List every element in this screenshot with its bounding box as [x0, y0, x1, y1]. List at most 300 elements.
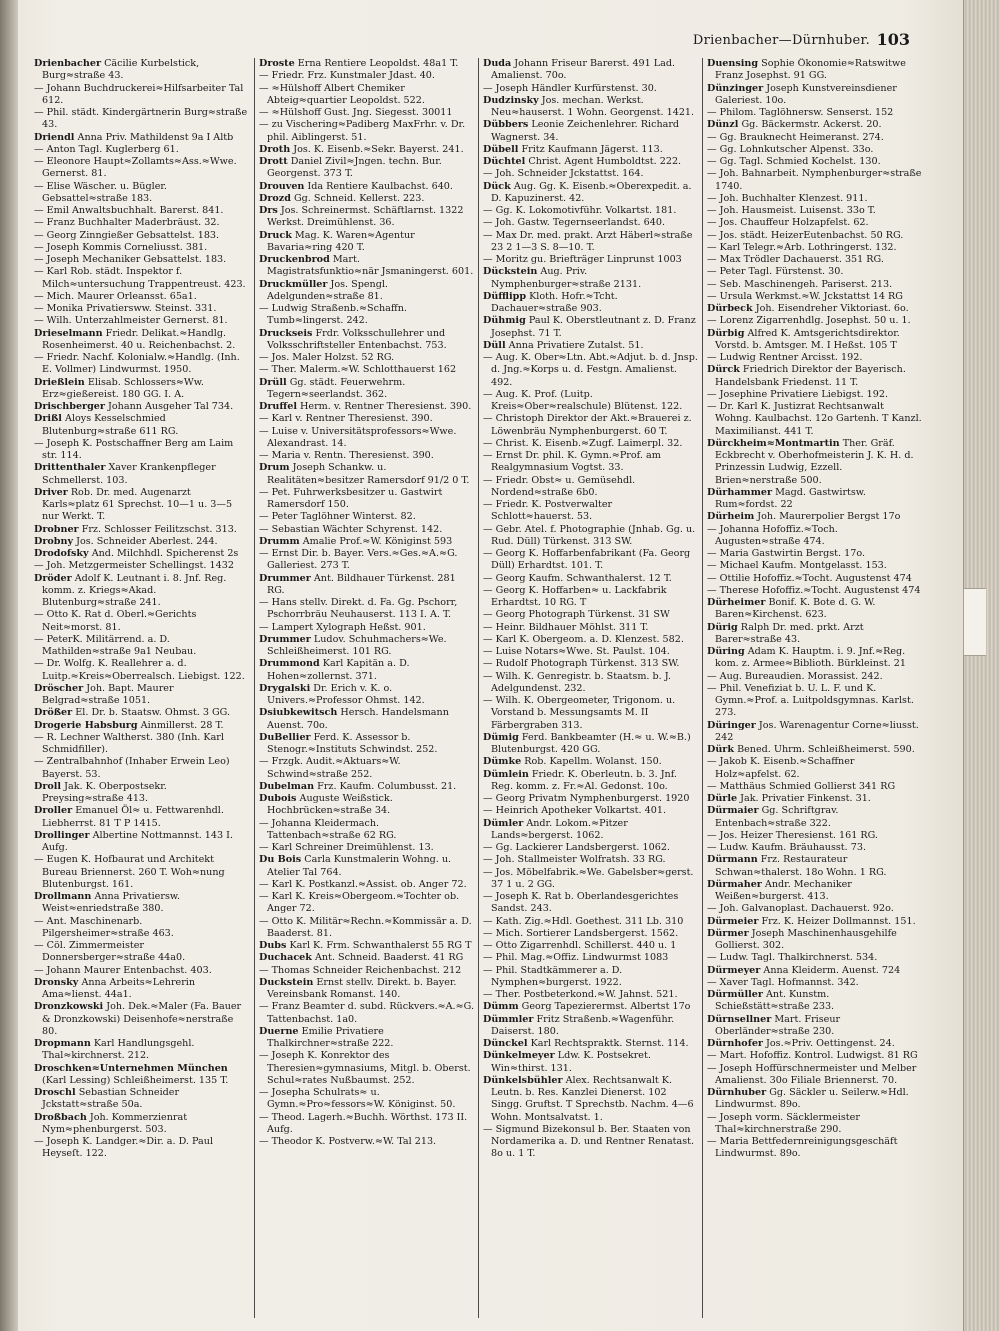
directory-entry — [707, 928, 922, 953]
entry-details: Sebastian Schneider Jckstatt≈straße 50a. — [42, 1087, 180, 1111]
entry-details: Joseph K. Landger.≈Dir. a. D. Paul Heyseſt. 122. — [42, 1136, 214, 1160]
entry-details: Elise Wäscher. u. Bügler. Gebsattel≈straße 183. — [42, 180, 167, 204]
directory-entry — [707, 585, 922, 597]
entry-details: Theodor K. Postverw.≈W. Tal 213. — [271, 1136, 437, 1147]
directory-entry — [34, 242, 250, 254]
directory-entry — [707, 303, 922, 315]
entry-details: Johann Ausgeher Tal 734. — [108, 401, 234, 412]
entry-details: Gg. Lohnkutscher Alpenst. 33o. — [719, 143, 874, 155]
directory-entry — [34, 560, 250, 572]
directory-entry — [34, 315, 250, 327]
entry-surname: Dünkelsbühler — [483, 1074, 563, 1086]
directory-entry — [483, 695, 698, 732]
directory-entry — [707, 119, 922, 131]
directory-entry — [707, 1112, 922, 1137]
entry-details: Phil. städt. Kindergärtnerin Burg≈straße 43. — [42, 107, 248, 131]
entry-details: Joh. Stallmeister Wolfratsh. 33 RG. — [495, 854, 666, 866]
directory-entry — [259, 181, 474, 193]
directory-entry — [34, 781, 250, 806]
entry-details: Joh. Bahnarbeit. Nymphenburger≈straße 1740. — [715, 168, 922, 192]
entry-details: Karl Handlungsgehl. Thal≈kirchnerst. 212. — [42, 1038, 195, 1062]
entry-details: Anna Privatiere Zutalst. 51. — [508, 339, 644, 351]
entry-details: Georg Kaufm. Schwanthalerst. 12 T. — [495, 572, 672, 584]
directory-entry — [707, 622, 922, 647]
entry-surname: Drollinger — [34, 829, 90, 841]
entry-details: Jos. mechan. Werkst. Neu≈hauserst. 1 Wohn. Georgenst. 1421. — [491, 94, 695, 118]
entry-details: Carla Kunstmalerin Wohng. u. Atelier Tal 764. — [267, 854, 452, 878]
entry-surname: Dück — [483, 180, 511, 192]
directory-entry — [483, 1050, 698, 1075]
entry-details: Gg. Bäckermstr. Ackerst. 20. — [741, 119, 882, 131]
entry-details: Heinr. Bildhauer Möhlst. 311 T. — [495, 621, 649, 633]
directory-entry — [34, 328, 250, 353]
directory-entry — [259, 548, 474, 573]
entry-details: Cöl. Zimmermeister Donnersberger≈straße 44a0. — [42, 940, 186, 964]
entry-surname: Druckseis — [259, 327, 313, 339]
entry-details: Jos. Möbelfabrik.≈We. Gabelsber≈gerst. 37 1 u. 2 GG. — [491, 866, 694, 890]
entry-details: (Karl Lessing) Schleißheimerst. 135 T. — [42, 1074, 229, 1086]
directory-entry — [34, 805, 250, 830]
directory-entry — [707, 217, 922, 229]
entry-details: Eugen K. Hofbaurat und Architekt Bureau Briennerst. 260 T. Woh≈nung Blutenburgst. 161. — [42, 854, 225, 890]
entry-details: Wilh. K. Obergeometer, Trigonom. u. Vorstand b. Messungsamts M. II Färbergraben 313. — [491, 695, 676, 731]
entry-details: Gg. Brauknecht Heimeranst. 274. — [719, 131, 884, 143]
entry-details: Herm. v. Rentner Theresienst. 390. — [300, 401, 472, 412]
directory-entry — [483, 609, 698, 621]
entry-details: Ottilie Hofoffiz.≈Tocht. Augustenst 474 — [719, 572, 912, 584]
entry-surname: Drygalski — [259, 682, 311, 694]
entry-details: Wilh. K. Genregistr. b. Staatsm. b. J. Adelgundenst. 232. — [491, 670, 671, 694]
entry-details: Jak. Privatier Finkenst. 31. — [740, 793, 871, 804]
entry-details: Seb. Maschinengeh. Pariserst. 213. — [719, 278, 893, 290]
directory-entry — [483, 928, 698, 940]
entry-details: Sigmund Bizekonsul b. Ber. Staaten von Nordamerika a. D. und Rentner Renatast. 8o u. 1 T. — [491, 1123, 695, 1160]
directory-entry — [259, 462, 474, 487]
column-4 — [702, 58, 926, 1318]
entry-details: Aug. K. Prof. (Luitp. Kreis≈Ober≈realschule) Blütenst. 122. — [491, 388, 683, 412]
directory-entry — [34, 156, 250, 181]
entry-surname: Droschl — [34, 1087, 76, 1098]
entry-details: Karl Rechtspraktk. Sternst. 114. — [530, 1038, 689, 1049]
entry-details: Ludwig Straßenb.≈Schaffn. Tumb≈lingerst. 242. — [267, 303, 407, 327]
entry-details: Otto K. Militär≈Rechn.≈Kommissär a. D. Baaderst. 81. — [267, 915, 472, 939]
entry-surname: Drischberger — [34, 401, 105, 412]
entry-details: Mich. Sortierer Landsbergerst. 1562. — [495, 927, 679, 939]
directory-entry — [483, 254, 698, 266]
directory-entry — [34, 181, 250, 206]
entry-surname: Dürckheim≈Montmartin — [707, 437, 840, 449]
entry-surname: Drummond — [259, 658, 320, 670]
entry-details: Joseph Kunstvereinsdiener Galeriest. 10o. — [715, 82, 897, 106]
entry-surname: Dümlein — [483, 768, 529, 780]
entry-details: Alfred K. Amtsgerichtsdirektor. Vorstd. b. Amtsger. M. I Heßst. 105 T — [715, 327, 900, 351]
entry-details: Wilh. Unterzahlmeister Gernerst. 81. — [46, 315, 228, 327]
entry-details: Friedr. Obst≈ u. Gemüsehdl. Nordend≈straße 6b0. — [491, 474, 636, 498]
entry-details: Joseph vorm. Säcklermeister Thal≈kirchnerstraße 290. — [715, 1111, 860, 1135]
entry-details: Andr. Lokom.≈Pitzer Lands≈bergerst. 1062. — [491, 817, 628, 841]
directory-entry — [707, 315, 922, 327]
entry-details: Luise v. Universitätsprofessors≈Wwe. Alexandrast. 14. — [267, 425, 457, 449]
entry-details: Joseph Schankw. u. Realitäten≈besitzer Ramersdorf 91/2 0 T. — [267, 462, 470, 486]
entry-details: Dr. Karl K. Justizrat Rechtsanwalt Wohng. Kaulbachst. 12o Gartenh. T Kanzl. Maximilianst. 441 T. — [715, 401, 922, 437]
entry-details: Hersch. Handelsmann Auenst. 70o. — [267, 707, 449, 731]
directory-entry — [34, 254, 250, 266]
directory-entry — [483, 156, 698, 168]
directory-entry — [483, 769, 698, 794]
entry-details: Matthäus Schmied Gollierst 341 RG — [719, 780, 896, 792]
entry-details: Mart. Friseur Oberländer≈straße 230. — [715, 1013, 841, 1037]
entry-details: Elisab. Schlossers≈Ww. Erz≈gießereist. 180 GG. I. A. — [42, 376, 204, 400]
entry-details: Jos. Chauffeur Holzapfelst. 62. — [719, 217, 869, 229]
entry-surname: Drumm — [259, 535, 300, 547]
directory-entry — [34, 548, 250, 560]
entry-surname: Dürmaher — [707, 878, 762, 890]
directory-entry — [34, 720, 250, 732]
entry-details: Mich. Maurer Orleansst. 65a1. — [46, 290, 197, 302]
directory-entry — [483, 854, 698, 866]
directory-entry — [707, 401, 922, 438]
directory-entry — [483, 1001, 698, 1013]
entry-details: Ralph Dr. med. prkt. Arzt Barer≈straße 43. — [715, 621, 864, 645]
directory-entry — [707, 965, 922, 977]
entry-details: Jos. K. Eisenb.≈Sekr. Bayerst. 241. — [293, 143, 464, 155]
directory-entry — [483, 952, 698, 964]
directory-entry — [483, 965, 698, 990]
entry-surname: Dünzl — [707, 119, 739, 131]
entry-details: Ant. Schneid. Baaderst. 41 RG — [314, 952, 464, 964]
directory-entry — [483, 989, 698, 1001]
entry-details: Johann Buchdruckerei≈Hilfsarbeiter Tal 612. — [42, 82, 244, 106]
entry-details: Karl K. Postkanzl.≈Assist. ob. Anger 72. — [271, 878, 467, 890]
directory-entry — [707, 720, 922, 745]
directory-entry — [707, 205, 922, 217]
entry-surname: Drouven — [259, 180, 305, 192]
directory-entry — [34, 230, 250, 242]
entry-details: Frz. Restaurateur Schwan≈thalerst. 18o Wohn. 1 RG. — [715, 854, 887, 878]
directory-entry — [259, 156, 474, 181]
entry-details: Ferd. Bankbeamter (H.≈ u. W.≈B.) Blutenburgst. 420 GG. — [491, 731, 691, 755]
entry-surname: Dürk — [707, 744, 734, 755]
directory-entry — [259, 965, 474, 977]
entry-details: Christ. Agent Humboldtst. 222. — [528, 156, 682, 167]
directory-entry — [259, 352, 474, 364]
entry-surname: Dürnhuber — [707, 1087, 767, 1098]
directory-entry — [483, 168, 698, 180]
directory-entry — [707, 916, 922, 928]
entry-details: Joh. Buchhalter Klenzest. 911. — [719, 192, 868, 204]
entry-details: ≈Hülshoff Gust. Jng. Siegesst. 30011 — [271, 107, 453, 118]
entry-details: Andr. Mechaniker Weißen≈burgerst. 413. — [715, 878, 852, 902]
entry-surname: Duchacek — [259, 952, 312, 964]
directory-entry — [259, 303, 474, 328]
entry-surname: Drummer — [259, 633, 311, 645]
directory-columns — [30, 58, 926, 1318]
directory-entry — [707, 952, 922, 964]
entry-surname: Druckenbrod — [259, 254, 330, 265]
entry-details: Lampert Xylograph Heßst. 901. — [271, 621, 426, 633]
entry-surname: Dürnhofer — [707, 1038, 763, 1049]
directory-entry — [259, 1136, 474, 1148]
directory-entry — [34, 1087, 250, 1112]
directory-entry — [707, 548, 922, 560]
entry-details: Franz Buchhalter Maderbräust. 32. — [46, 217, 220, 229]
entry-details: Emanuel Öl≈ u. Fettwarenhdl. Liebherrst. 81 T P 1415. — [42, 805, 224, 829]
entry-details: Gg. städt. Feuerwehrm. Tegern≈seerlandst. 362. — [267, 376, 406, 400]
entry-details: Johanna Hofoffiz.≈Toch. Augusten≈straße 474. — [715, 523, 838, 547]
entry-surname: Dubs — [259, 940, 287, 951]
entry-details: Georg Zinngießer Gebsattelst. 183. — [46, 229, 220, 241]
entry-surname: Dürmaier — [707, 805, 759, 817]
directory-entry — [34, 658, 250, 683]
directory-entry — [483, 352, 698, 389]
entry-details: Frz. Kaufm. Columbusst. 21. — [317, 780, 457, 792]
directory-entry — [34, 58, 250, 83]
entry-details: Karl Rob. städt. Inspektor f. Milch≈untersuchung Trappentreust. 423. — [42, 266, 246, 290]
directory-entry — [34, 536, 250, 548]
directory-entry — [34, 609, 250, 634]
directory-entry — [483, 438, 698, 450]
directory-entry — [707, 291, 922, 303]
directory-entry — [483, 634, 698, 646]
entry-surname: Drüll — [259, 376, 287, 388]
entry-details: Karl Kapitän a. D. Hohen≈zollernst. 371. — [267, 658, 410, 682]
entry-details: Aloys Kesselschmied Blutenburg≈straße 611 RG. — [42, 413, 179, 437]
directory-entry — [707, 671, 922, 683]
directory-entry — [483, 230, 698, 255]
directory-entry — [34, 891, 250, 916]
entry-details: Aug. K. Ober≈Ltn. Abt.≈Adjut. b. d. Jnsp. d. Jng.≈Korps u. d. Festgn. Amalienst. 492. — [491, 352, 698, 388]
entry-details: Gg. Tagl. Schmied Kochelst. 130. — [719, 156, 881, 167]
entry-details: Max Trödler Dachauerst. 351 RG. — [719, 254, 884, 265]
entry-details: Phil. Mag.≈Offiz. Lindwurmst 1083 — [495, 952, 669, 964]
directory-entry — [259, 119, 474, 144]
entry-surname: Droller — [34, 805, 73, 817]
entry-details: Joseph Kommis Corneliusst. 381. — [46, 241, 208, 253]
directory-entry — [707, 168, 922, 193]
entry-surname: Düringer — [707, 719, 756, 731]
entry-details: Jos. Heizer Theresienst. 161 RG. — [719, 829, 878, 841]
entry-surname: Droschken≈Unternehmen München — [34, 1062, 228, 1074]
directory-entry — [707, 511, 922, 523]
directory-entry — [483, 475, 698, 500]
entry-details: Ant. Kunstm. Schießstätt≈straße 233. — [715, 989, 835, 1013]
entry-details: Joseph Maschinenhausgehilfe Gollierst. 302. — [715, 927, 897, 951]
entry-details: Ursula Werkmst.≈W. Jckstattst 14 RG — [719, 290, 903, 302]
entry-details: Georg Privatm Nymphenburgerst. 1920 — [495, 793, 690, 804]
entry-details: Gebr. Atel. f. Photographie (Jnhab. Gg. u. Rud. Düll) Türkenst. 313 SW. — [491, 523, 696, 547]
entry-details: Christ. K. Eisenb.≈Zugf. Laimerpl. 32. — [495, 437, 683, 449]
entry-details: Friedr. Delikat.≈Handlg. Rosenheimerst. 40 u. Reichenbachst. 2. — [42, 327, 236, 351]
entry-surname: Drs — [259, 205, 278, 216]
directory-entry — [259, 205, 474, 230]
entry-details: Kloth. Hofr.≈Tcht. Dachauer≈straße 903. — [491, 290, 618, 314]
entry-details: Frz. K. Heizer Dollmannst. 151. — [761, 915, 916, 927]
directory-entry — [483, 413, 698, 438]
directory-entry — [707, 438, 922, 487]
entry-surname: Dümler — [483, 817, 524, 829]
directory-entry — [483, 818, 698, 843]
directory-entry — [34, 707, 250, 719]
entry-details: Joh. Bapt. Maurer Belgrad≈straße 1051. — [42, 682, 174, 706]
directory-entry — [259, 230, 474, 255]
directory-entry — [483, 658, 698, 670]
directory-entry — [259, 732, 474, 757]
directory-entry — [34, 487, 250, 524]
entry-details: Emil Anwaltsbuchhalt. Barerst. 841. — [46, 205, 224, 216]
entry-surname: Dürbig — [707, 327, 745, 339]
directory-entry — [259, 328, 474, 353]
directory-entry — [707, 597, 922, 622]
directory-entry — [259, 536, 474, 548]
directory-entry — [707, 1063, 922, 1088]
directory-entry — [259, 426, 474, 451]
entry-details: Xaver Krankenpfleger Schmellerst. 103. — [42, 462, 216, 486]
entry-details: Joseph Händler Kurfürstenst. 30. — [495, 82, 657, 94]
directory-entry — [483, 1014, 698, 1039]
entry-surname: Duckstein — [259, 976, 314, 988]
entry-details: Auguste Weißstick. Hochbrücken≈straße 34. — [267, 793, 393, 817]
directory-entry — [34, 377, 250, 402]
entry-details: Ther. Postbeterkond.≈W. Jahnst. 521. — [495, 989, 678, 1000]
entry-details: Karl Telegr.≈Arb. Lothringerst. 132. — [719, 241, 897, 253]
entry-details: Gg. Lackierer Landsbergerst. 1062. — [495, 842, 670, 853]
entry-surname: Dümig — [483, 731, 519, 743]
column-2 — [254, 58, 478, 1318]
entry-details: Frdr. Volksschullehrer und Volksschriftsteller Entenbachst. 753. — [267, 327, 447, 351]
entry-surname: Dümmler — [483, 1013, 534, 1025]
directory-entry — [34, 1001, 250, 1038]
entry-details: Eleonore Haupt≈Zollamts≈Ass.≈Wwe. Gernerst. 81. — [42, 156, 237, 180]
directory-entry — [707, 842, 922, 854]
entry-details: Ainmillerst. 28 T. — [140, 719, 224, 731]
directory-entry — [707, 230, 922, 242]
directory-entry — [483, 58, 698, 83]
entry-surname: Driver — [34, 486, 68, 498]
entry-details: Maria Bettfedernreinigungsgeschäft Lindwurmst. 89o. — [715, 1136, 898, 1160]
directory-entry — [34, 1136, 250, 1161]
entry-details: Joh. Schneider Jckstattst. 164. — [495, 168, 644, 180]
directory-entry — [259, 916, 474, 941]
entry-details: Max Dr. med. prakt. Arzt Häberl≈straße 23 2 1—3 S. 8—10. T. — [491, 229, 693, 253]
entry-surname: Dröder — [34, 572, 72, 584]
entry-details: Joh. Eisendreher Viktoriast. 6o. — [755, 303, 909, 314]
entry-surname: Düfflipp — [483, 290, 527, 302]
directory-entry — [483, 119, 698, 144]
entry-details: Lorenz Zigarrenhdlg. Josephst. 50 u. 1. — [719, 315, 911, 327]
directory-entry — [259, 573, 474, 598]
directory-entry — [483, 622, 698, 634]
directory-entry — [34, 303, 250, 315]
entry-details: Erna Rentiere Leopoldst. 48a1 T. — [297, 58, 459, 69]
directory-entry — [34, 144, 250, 156]
directory-entry — [34, 756, 250, 781]
directory-entry — [259, 756, 474, 781]
entry-surname: Dubelman — [259, 780, 315, 792]
entry-details: Ludov. Schuhmachers≈We. Schleißheimerst. 101 RG. — [267, 633, 447, 657]
directory-entry — [707, 487, 922, 512]
directory-entry — [259, 818, 474, 843]
entry-details: PeterK. Militärrend. a. D. Mathilden≈straße 9a1 Neubau. — [42, 633, 197, 657]
directory-entry — [259, 401, 474, 413]
entry-details: Anna Priv. Mathildenst 9a I Altb — [77, 131, 234, 143]
directory-entry — [707, 156, 922, 168]
entry-details: Anna Kleiderm. Auenst. 724 — [763, 964, 901, 976]
entry-details: Maria Gastwirtin Bergst. 17o. — [719, 548, 866, 559]
entry-surname: Dümke — [483, 756, 522, 768]
entry-details: Dr. Erich v. K. o. Univers.≈Professor Ohmst. 142. — [267, 682, 425, 706]
entry-details: Aug. Gg. K. Eisenb.≈Oberexpedit. a. D. Kapuzinerst. 42. — [491, 180, 692, 204]
entry-details: Aug. Bureaudien. Morassist. 242. — [719, 670, 883, 682]
entry-details: Ernst Dr. phil. K. Gymn.≈Prof. am Realgymnasium Vogtst. 33. — [491, 450, 661, 474]
entry-surname: Druckmüller — [259, 278, 328, 290]
directory-entry — [34, 438, 250, 463]
entry-details: Gg. Schriftgrav. Entenbach≈straße 322. — [715, 805, 839, 829]
entry-details: Ant. Maschinenarb. Pilgersheimer≈straße 463. — [42, 915, 174, 939]
entry-surname: Droste — [259, 58, 295, 69]
entry-details: Friedr. Nachf. Kolonialw.≈Handlg. (Inh. E. Vollmer) Lindwurmst. 1950. — [42, 352, 240, 376]
directory-entry — [34, 413, 250, 438]
entry-surname: Drobny — [34, 535, 74, 547]
entry-details: Jos. Maler Holzst. 52 RG. — [271, 352, 395, 363]
directory-entry — [483, 144, 698, 156]
entry-details: Johann Maurer Entenbachst. 403. — [46, 964, 212, 976]
directory-entry — [259, 107, 474, 119]
entry-details: Georg K. Hoffarbenfabrikant (Fa. Georg Düll) Erhardtst. 101. T. — [491, 548, 691, 572]
entry-details: Pet. Fuhrwerksbesitzer u. Gastwirt Ramersdorf 150. — [267, 486, 443, 510]
directory-entry — [707, 83, 922, 108]
entry-details: Michael Kaufm. Montgelasst. 153. — [719, 560, 887, 572]
directory-entry — [34, 854, 250, 891]
directory-entry — [34, 1063, 250, 1088]
directory-entry — [483, 1124, 698, 1161]
entry-surname: Drißl — [34, 413, 62, 425]
entry-details: Gg. K. Lokomotivführ. Volkartst. 181. — [495, 205, 677, 216]
directory-entry — [707, 989, 922, 1014]
directory-entry — [707, 1014, 922, 1039]
directory-entry — [483, 95, 698, 120]
entry-surname: Drummer — [259, 572, 311, 584]
entry-surname: Droll — [34, 780, 62, 792]
entry-surname: Dürmann — [707, 854, 758, 866]
entry-details: Christoph Direktor der Akt.≈Brauerei z. Löwenbräu Nymphenburgerst. 60 T. — [491, 413, 692, 437]
entry-surname: Dürmeyer — [707, 964, 761, 976]
entry-details: Georg Photograph Türkenst. 31 SW — [495, 609, 670, 621]
entry-details: Frzgk. Audit.≈Aktuars≈W. Schwind≈straße 252. — [267, 756, 401, 780]
directory-entry — [34, 830, 250, 855]
entry-details: Rob. Dr. med. Augenarzt Karls≈platz 61 Sprechst. 10—1 u. 3—5 nur Werkt. T. — [42, 486, 233, 523]
entry-details: Joh. Hausmeist. Luisenst. 33o T. — [719, 205, 876, 216]
index-tab — [963, 588, 986, 656]
entry-details: Jos. Spengl. Adelgunden≈straße 81. — [267, 278, 388, 302]
entry-surname: Dürbeck — [707, 303, 753, 314]
entry-details: Johanna Kleidermach. Tattenbach≈straße 62 RG. — [267, 817, 397, 841]
directory-entry — [34, 401, 250, 413]
directory-entry — [707, 1050, 922, 1062]
directory-entry — [707, 903, 922, 915]
entry-details: Thomas Schneider Reichenbachst. 212 — [271, 964, 462, 976]
entry-surname: Dürheimer — [707, 597, 766, 608]
page-edge-stack — [963, 0, 1000, 1331]
directory-entry — [34, 524, 250, 536]
entry-details: R. Lechner Waltherst. 380 (Inh. Karl Schmidfiller). — [42, 731, 224, 755]
entry-details: Joh. Maurerpolier Bergst 17o — [757, 511, 901, 523]
entry-surname: Dropmann — [34, 1038, 91, 1049]
entry-surname: Duda — [483, 58, 512, 69]
directory-entry — [483, 793, 698, 805]
directory-entry — [707, 683, 922, 720]
entry-details: Bened. Uhrm. Schleißheimerst. 590. — [737, 744, 915, 755]
directory-entry — [259, 511, 474, 523]
